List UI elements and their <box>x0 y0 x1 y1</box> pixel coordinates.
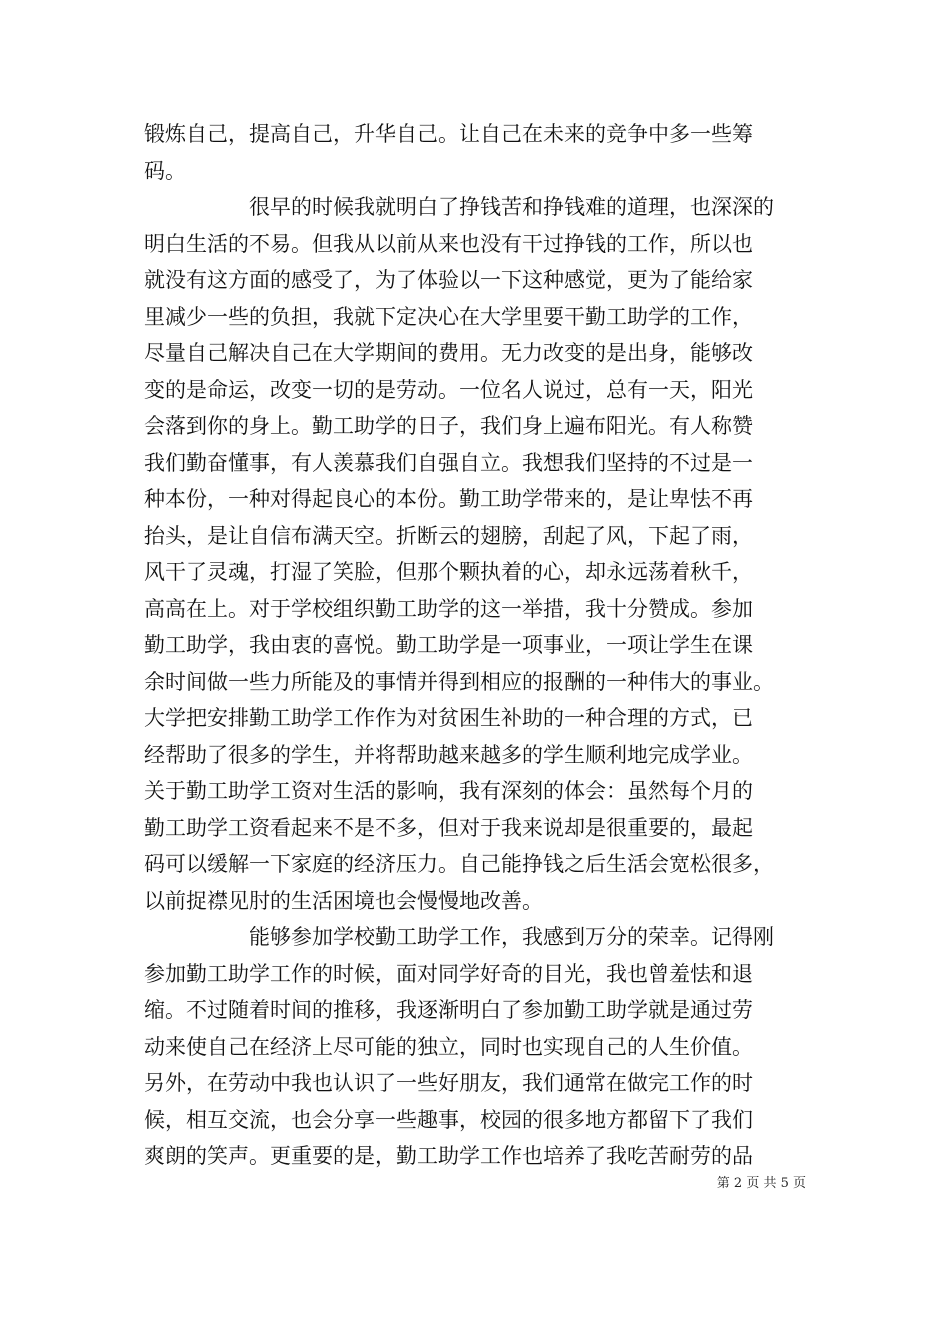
text-line: 高高在上。对于学校组织勤工助学的这一举措，我十分赞成。参加 <box>144 596 753 621</box>
text-line: 大学把安排勤工助学工作作为对贫困生补助的一种合理的方式，已 <box>144 706 753 730</box>
text-line: 关于勤工助学工资对生活的影响，我有深刻的体会：虽然每个月的 <box>144 779 753 803</box>
text-line: 很早的时候我就明白了挣钱苦和挣钱难的道理，也深深的 <box>144 195 774 219</box>
text-line: 勤工助学工资看起来不是不多，但对于我来说却是很重要的，最起 <box>144 815 753 840</box>
text-line: 抬头，是让自信布满天空。折断云的翅膀，刮起了风，下起了雨， <box>144 523 753 548</box>
text-line: 码。 <box>144 158 186 183</box>
text-line: 里减少一些的负担，我就下定决心在大学里要干勤工助学的工作， <box>144 304 753 329</box>
text-line: 经帮助了很多的学生，并将帮助越来越多的学生顺利地完成学业。 <box>144 742 753 767</box>
text-line: 动来使自己在经济上尽可能的独立，同时也实现自己的人生价值。 <box>144 1034 753 1059</box>
text-line: 风干了灵魂，打湿了笑脸，但那个颗执着的心，却永远荡着秋千， <box>144 560 753 584</box>
text-line: 尽量自己解决自己在大学期间的费用。无力改变的是出身，能够改 <box>144 341 753 365</box>
text-line: 余时间做一些力所能及的事情并得到相应的报酬的一种伟大的事业。 <box>144 669 774 694</box>
text-line: 以前捉襟见肘的生活困境也会慢慢地改善。 <box>144 888 543 913</box>
text-line: 我们勤奋懂事，有人羡慕我们自强自立。我想我们坚持的不过是一 <box>144 450 753 475</box>
text-line: 能够参加学校勤工助学工作，我感到万分的荣幸。记得刚 <box>144 925 774 949</box>
text-line: 码可以缓解一下家庭的经济压力。自己能挣钱之后生活会宽松很多， <box>144 852 774 876</box>
text-line: 勤工助学，我由衷的喜悦。勤工助学是一项事业，一项让学生在课 <box>144 633 753 657</box>
text-line: 缩。不过随着时间的推移，我逐渐明白了参加勤工助学就是通过劳 <box>144 998 753 1022</box>
text-line: 种本份，一种对得起良心的本份。勤工助学带来的，是让卑怯不再 <box>144 487 753 511</box>
document-body <box>144 116 810 1175</box>
text-line: 锻炼自己，提高自己，升华自己。让自己在未来的竞争中多一些筹 <box>144 122 753 146</box>
text-line: 参加勤工助学工作的时候，面对同学好奇的目光，我也曾羞怯和退 <box>144 961 753 986</box>
page-footer: 第 2 页 共 5 页 <box>716 1176 806 1191</box>
text-line: 爽朗的笑声。更重要的是，勤工助学工作也培养了我吃苦耐劳的品 <box>144 1144 753 1168</box>
text-line: 会落到你的身上。勤工助学的日子，我们身上遍布阳光。有人称赞 <box>144 414 753 438</box>
text-line: 另外，在劳动中我也认识了一些好朋友，我们通常在做完工作的时 <box>144 1071 753 1095</box>
text-line: 候，相互交流，也会分享一些趣事，校园的很多地方都留下了我们 <box>144 1107 753 1132</box>
text-line: 就没有这方面的感受了，为了体验以一下这种感觉，更为了能给家 <box>144 268 753 292</box>
text-line: 明白生活的不易。但我从以前从来也没有干过挣钱的工作，所以也 <box>144 231 753 256</box>
text-line: 变的是命运，改变一切的是劳动。一位名人说过，总有一天，阳光 <box>144 377 753 402</box>
